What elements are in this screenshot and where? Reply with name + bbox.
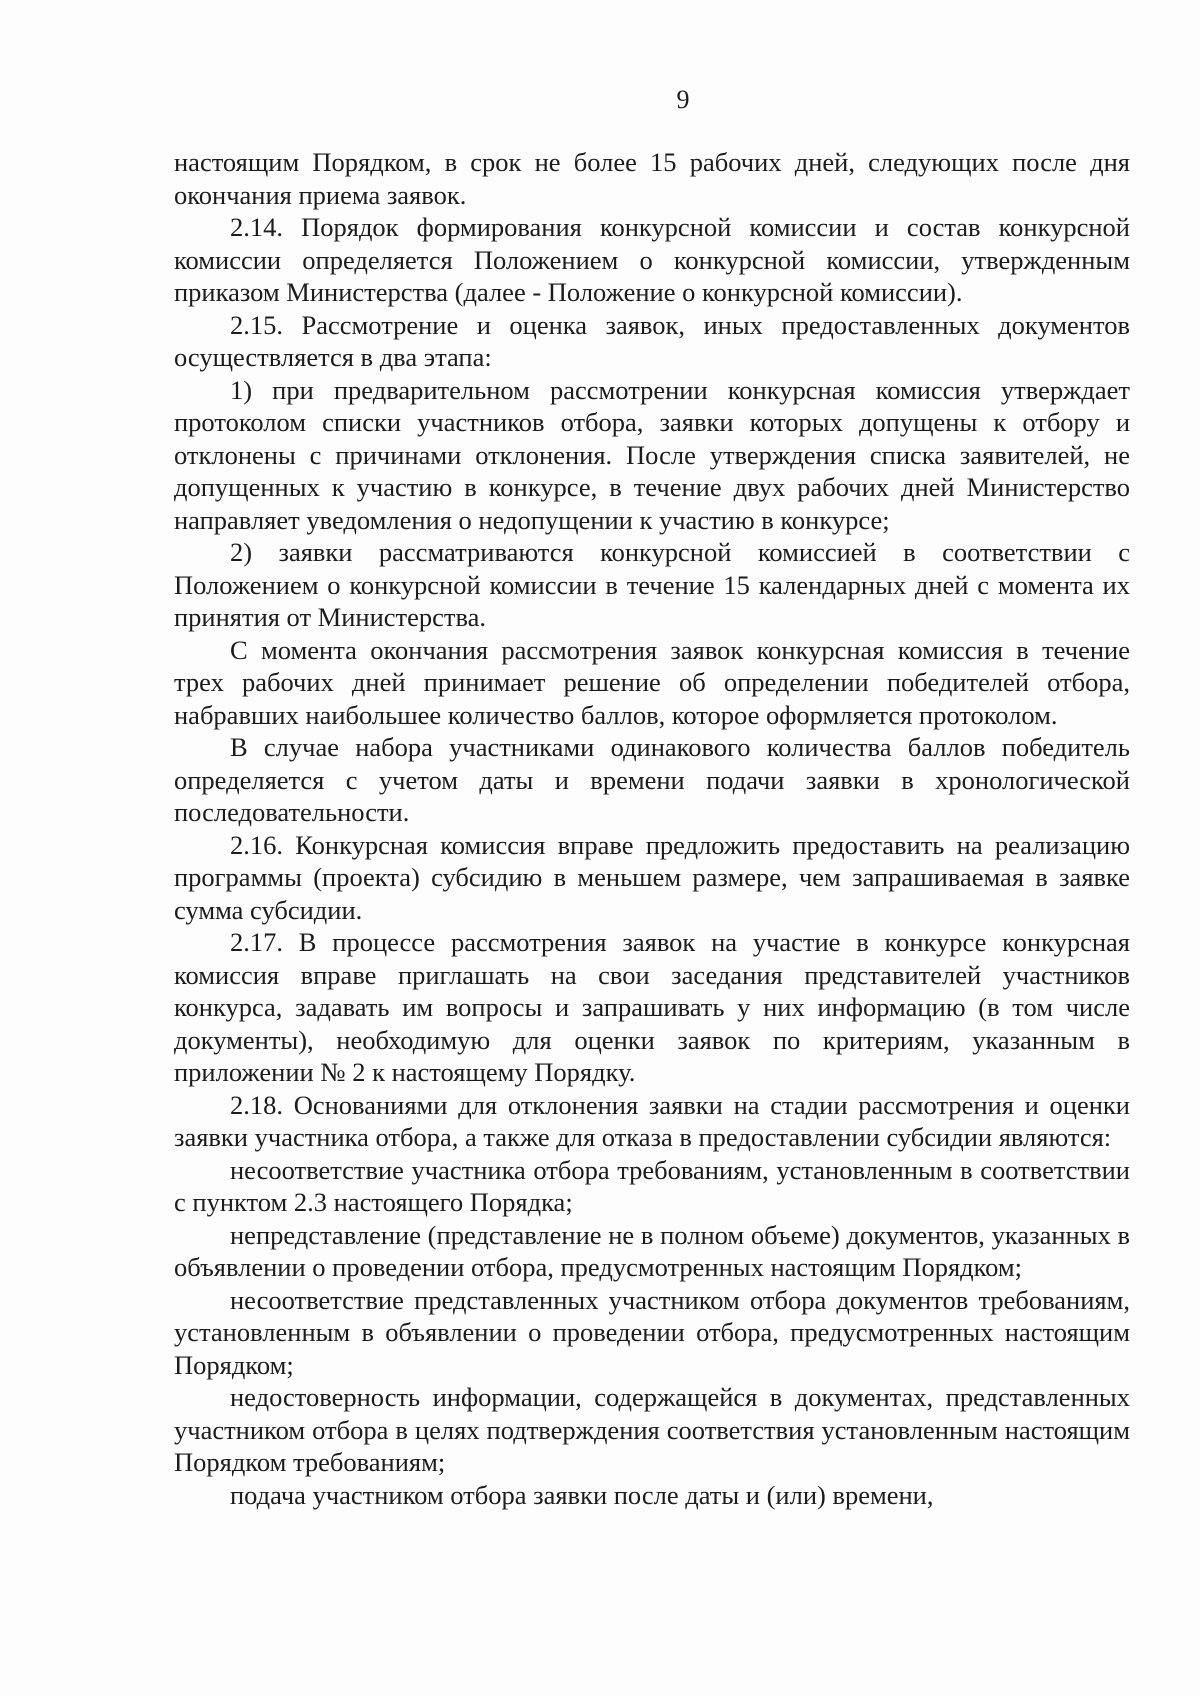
- paragraph-2-17: 2.17. В процессе рассмотрения заявок на участие в конкурсе конкурсная комиссия вправе приглашать на свои заседания представителей участников конкурса, задавать им вопросы и запрашивать у них информацию (в том числе документы), необходимую для оценки заявок по критериям, указанным в приложении № 2 к настоящему Порядку.: [174, 927, 1130, 1087]
- paragraph-2-16: 2.16. Конкурсная комиссия вправе предложить предоставить на реализацию программы (проекта) субсидию в меньшем размере, чем запрашиваемая в заявке сумма субсидии.: [174, 829, 1130, 925]
- paragraph-ground-5: подача участником отбора заявки после даты и (или) времени,: [230, 1479, 934, 1510]
- paragraph-2-18: 2.18. Основаниями для отклонения заявки на стадии рассмотрения и оценки заявки участника отбора, а также для отказа в предоставлении субсидии являются:: [174, 1089, 1130, 1152]
- paragraph-continuation: настоящим Порядком, в срок не более 15 рабочих дней, следующих после дня окончания приема заявок.: [174, 147, 1130, 210]
- paragraph-equal-scores: В случае набора участниками одинакового количества баллов победитель определяется с учетом даты и времени подачи заявки в хронологической последовательности.: [174, 732, 1130, 827]
- paragraph-2-15: 2.15. Рассмотрение и оценка заявок, иных предоставленных документов осуществляется в два этапа:: [174, 309, 1130, 372]
- paragraph-2-14: 2.14. Порядок формирования конкурсной комиссии и состав конкурсной комиссии определяется Положением о конкурсной комиссии, утвержденным приказом Министерства (далее - Положение о конкурсной комиссии).: [174, 212, 1130, 307]
- paragraph-ground-4: недостоверность информации, содержащейся в документах, представленных участником отбора в целях подтверждения соответствия установленным настоящим Порядком требованиям;: [174, 1382, 1130, 1477]
- paragraph-ground-2: непредставление (представление не в полном объеме) документов, указанных в объявлении о проведении отбора, предусмотренных настоящим Порядком;: [174, 1219, 1130, 1282]
- document-body: [174, 146, 1130, 1511]
- page-number: 9: [676, 85, 690, 114]
- paragraph-2-15-item-2: 2) заявки рассматриваются конкурсной комиссией в соответствии с Положением о конкурсной комиссии в течение 15 календарных дней с момента их принятия от Министерства.: [174, 537, 1130, 632]
- paragraph-ground-3: несоответствие представленных участником отбора документов требованиям, установленным в объявлении о проведении отбора, предусмотренных настоящим Порядком;: [174, 1284, 1130, 1380]
- paragraph-review-decision: С момента окончания рассмотрения заявок конкурсная комиссия в течение трех рабочих дней принимает решение об определении победителей отбора, набравших наибольшее количество баллов, которое оформляется протоколом.: [174, 634, 1130, 730]
- paragraph-2-15-item-1: 1) при предварительном рассмотрении конкурсная комиссия утверждает протоколом списки участников отбора, заявки которых допущены к отбору и отклонены с причинами отклонения. После утверждения списка заявителей, не допущенных к участию в конкурсе, в течение двух рабочих дней Министерство направляет уведомления о недопущении к участию в конкурсе;: [174, 374, 1130, 535]
- paragraph-ground-1: несоответствие участника отбора требованиям, установленным в соответствии с пунктом 2.3 настоящего Порядка;: [174, 1154, 1130, 1217]
